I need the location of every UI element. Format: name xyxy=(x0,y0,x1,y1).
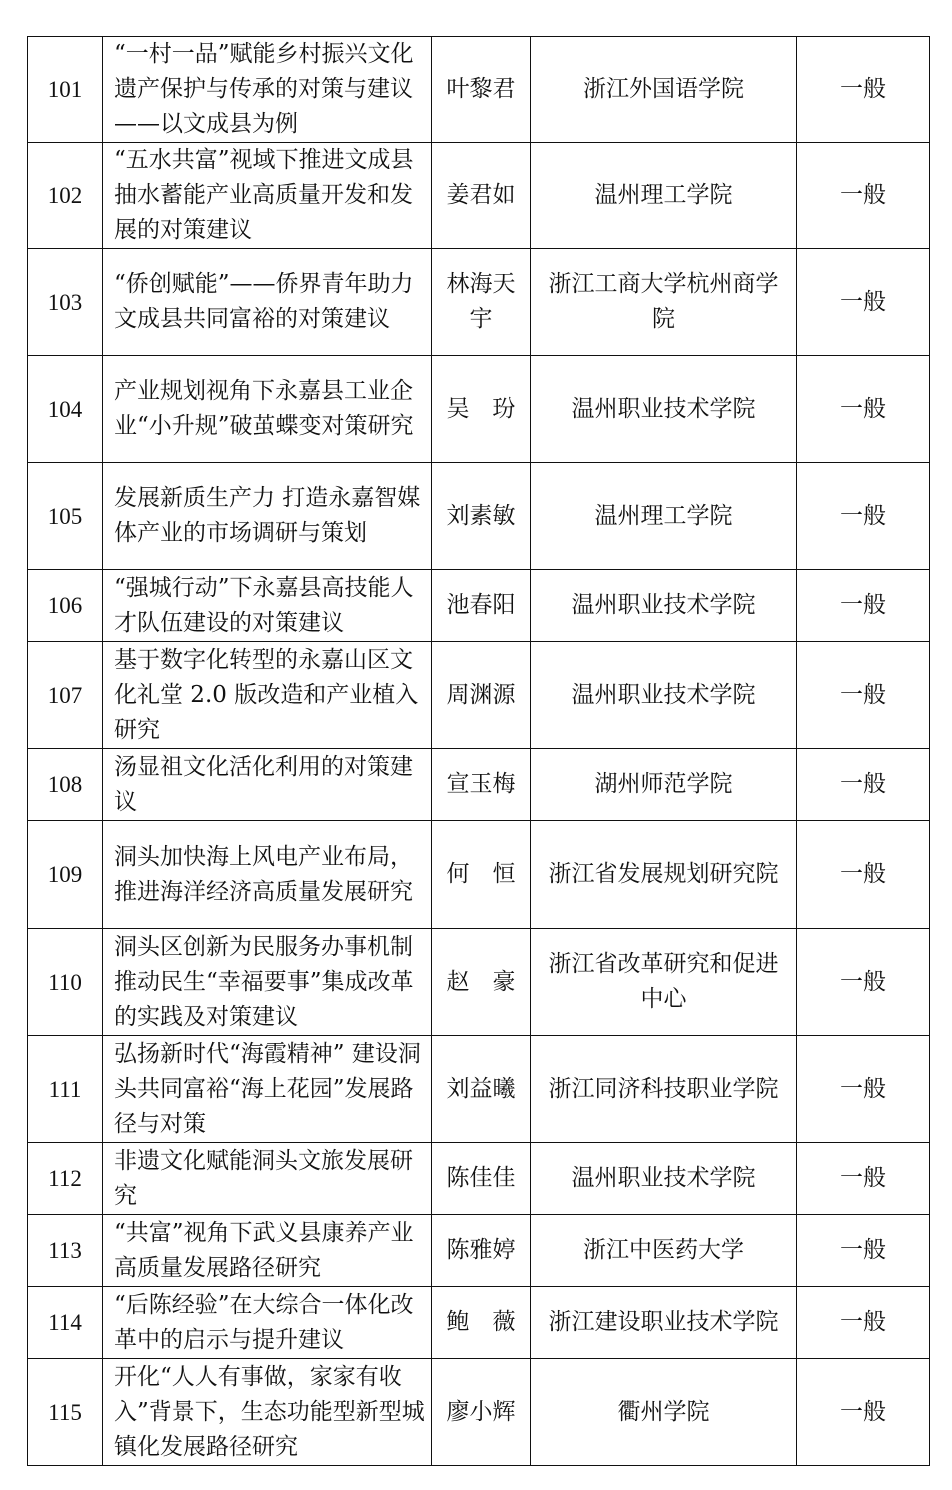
institution: 温州职业技术学院 xyxy=(531,570,797,642)
award-level: 一般 xyxy=(797,570,930,642)
row-number: 103 xyxy=(28,249,103,356)
award-level: 一般 xyxy=(797,929,930,1036)
table-row xyxy=(28,570,930,642)
person-name: 刘益曦 xyxy=(432,1036,531,1143)
award-level: 一般 xyxy=(797,37,930,143)
results-table xyxy=(27,36,930,1466)
person-name: 宣玉梅 xyxy=(432,749,531,821)
table-row xyxy=(28,821,930,929)
person-name: 陈雅婷 xyxy=(432,1215,531,1287)
row-number: 111 xyxy=(28,1036,103,1143)
table-row xyxy=(28,749,930,821)
person-name: 周渊源 xyxy=(432,642,531,749)
row-number: 115 xyxy=(28,1359,103,1466)
institution: 温州理工学院 xyxy=(531,143,797,249)
award-level: 一般 xyxy=(797,1215,930,1287)
institution: 浙江省发展规划研究院 xyxy=(531,821,797,929)
award-level: 一般 xyxy=(797,356,930,463)
person-name: 赵 豪 xyxy=(432,929,531,1036)
institution: 温州职业技术学院 xyxy=(531,642,797,749)
award-level: 一般 xyxy=(797,749,930,821)
table-row xyxy=(28,1143,930,1215)
project-title: “一村一品”赋能乡村振兴文化遗产保护与传承的对策与建议——以文成县为例 xyxy=(103,37,432,143)
person-name: 叶黎君 xyxy=(432,37,531,143)
award-level: 一般 xyxy=(797,463,930,570)
award-level: 一般 xyxy=(797,143,930,249)
row-number: 109 xyxy=(28,821,103,929)
person-name: 刘素敏 xyxy=(432,463,531,570)
institution: 浙江同济科技职业学院 xyxy=(531,1036,797,1143)
person-name: 何 恒 xyxy=(432,821,531,929)
project-title: “共富”视角下武义县康养产业高质量发展路径研究 xyxy=(103,1215,432,1287)
person-name: 姜君如 xyxy=(432,143,531,249)
institution: 浙江工商大学杭州商学院 xyxy=(531,249,797,356)
table-row xyxy=(28,1036,930,1143)
award-level: 一般 xyxy=(797,642,930,749)
row-number: 107 xyxy=(28,642,103,749)
row-number: 106 xyxy=(28,570,103,642)
project-title: 汤显祖文化活化利用的对策建议 xyxy=(103,749,432,821)
table-row xyxy=(28,249,930,356)
award-level: 一般 xyxy=(797,1287,930,1359)
project-title: 洞头加快海上风电产业布局，推进海洋经济高质量发展研究 xyxy=(103,821,432,929)
award-level: 一般 xyxy=(797,249,930,356)
institution: 浙江建设职业技术学院 xyxy=(531,1287,797,1359)
award-level: 一般 xyxy=(797,1143,930,1215)
award-level: 一般 xyxy=(797,821,930,929)
institution: 温州职业技术学院 xyxy=(531,356,797,463)
institution: 浙江省改革研究和促进中心 xyxy=(531,929,797,1036)
project-title: “后陈经验”在大综合一体化改革中的启示与提升建议 xyxy=(103,1287,432,1359)
project-title: 洞头区创新为民服务办事机制推动民生“幸福要事”集成改革的实践及对策建议 xyxy=(103,929,432,1036)
table-row xyxy=(28,356,930,463)
award-level: 一般 xyxy=(797,1359,930,1466)
project-title: “强城行动”下永嘉县高技能人才队伍建设的对策建议 xyxy=(103,570,432,642)
person-name: 鲍 薇 xyxy=(432,1287,531,1359)
person-name: 吴 玢 xyxy=(432,356,531,463)
table-row xyxy=(28,642,930,749)
person-name: 池春阳 xyxy=(432,570,531,642)
table-row xyxy=(28,1359,930,1466)
project-title: 开化“人人有事做，家家有收入”背景下，生态功能型新型城镇化发展路径研究 xyxy=(103,1359,432,1466)
project-title: 非遗文化赋能洞头文旅发展研究 xyxy=(103,1143,432,1215)
table-row xyxy=(28,143,930,249)
table-row xyxy=(28,929,930,1036)
institution: 温州理工学院 xyxy=(531,463,797,570)
institution: 湖州师范学院 xyxy=(531,749,797,821)
project-title: 弘扬新时代“海霞精神” 建设洞头共同富裕“海上花园”发展路径与对策 xyxy=(103,1036,432,1143)
row-number: 108 xyxy=(28,749,103,821)
project-title: 基于数字化转型的永嘉山区文化礼堂 2.0 版改造和产业植入研究 xyxy=(103,642,432,749)
project-title: “五水共富”视域下推进文成县抽水蓄能产业高质量开发和发展的对策建议 xyxy=(103,143,432,249)
row-number: 114 xyxy=(28,1287,103,1359)
project-title: 发展新质生产力 打造永嘉智媒体产业的市场调研与策划 xyxy=(103,463,432,570)
row-number: 113 xyxy=(28,1215,103,1287)
institution: 浙江中医药大学 xyxy=(531,1215,797,1287)
project-title: “侨创赋能”——侨界青年助力文成县共同富裕的对策建议 xyxy=(103,249,432,356)
table-row xyxy=(28,37,930,143)
row-number: 102 xyxy=(28,143,103,249)
table-row xyxy=(28,1215,930,1287)
institution: 衢州学院 xyxy=(531,1359,797,1466)
person-name: 林海天宇 xyxy=(432,249,531,356)
institution: 温州职业技术学院 xyxy=(531,1143,797,1215)
row-number: 104 xyxy=(28,356,103,463)
person-name: 陈佳佳 xyxy=(432,1143,531,1215)
row-number: 101 xyxy=(28,37,103,143)
project-title: 产业规划视角下永嘉县工业企业“小升规”破茧蝶变对策研究 xyxy=(103,356,432,463)
person-name: 廖小辉 xyxy=(432,1359,531,1466)
award-level: 一般 xyxy=(797,1036,930,1143)
row-number: 105 xyxy=(28,463,103,570)
row-number: 112 xyxy=(28,1143,103,1215)
row-number: 110 xyxy=(28,929,103,1036)
table-row xyxy=(28,463,930,570)
table-row xyxy=(28,1287,930,1359)
institution: 浙江外国语学院 xyxy=(531,37,797,143)
